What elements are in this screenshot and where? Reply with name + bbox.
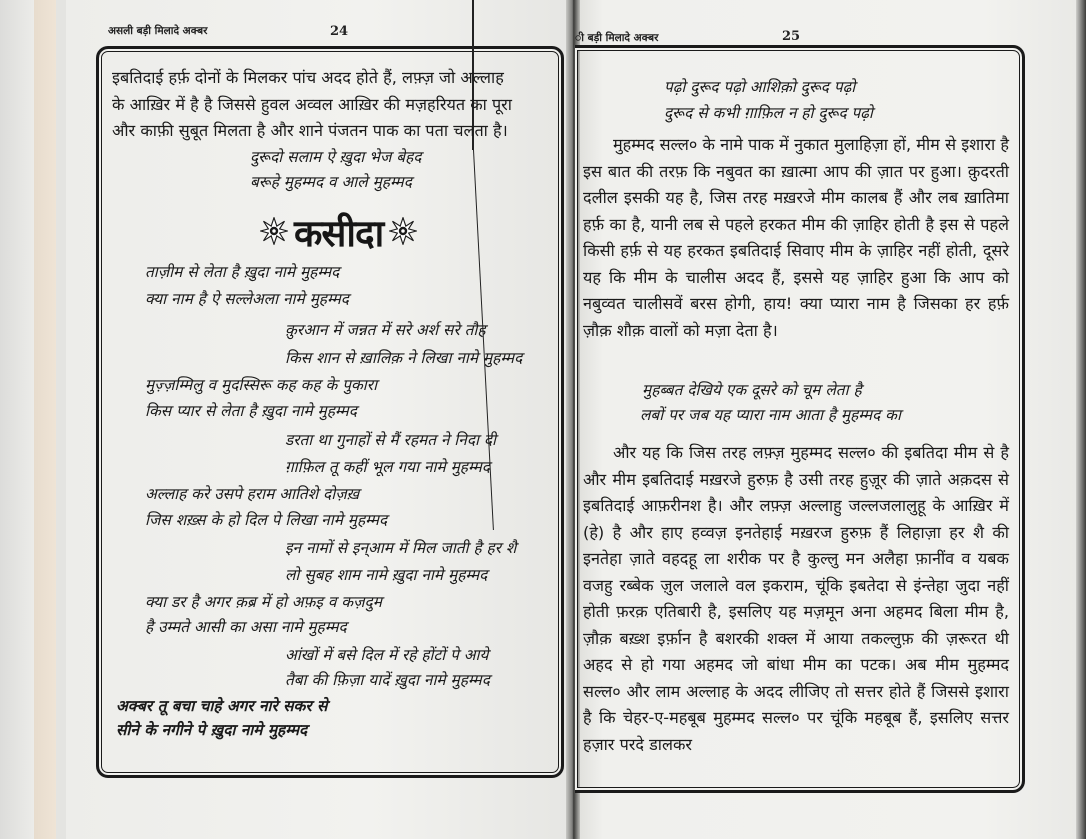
page-number-left: 24 xyxy=(330,24,349,39)
qasida-line: मुज़्ज़म्मिलु व मुदस्सिरू कह कह के पुकारा xyxy=(145,376,378,394)
eight-point-star-icon xyxy=(389,217,417,245)
top-couplet xyxy=(664,75,873,125)
paragraph-meem-significance xyxy=(583,132,1009,344)
running-head-left: असली बड़ी मिलादे अक्बर xyxy=(108,25,208,37)
opening-couplet xyxy=(250,145,421,194)
qasida-line: सीने के नगीने पे ख़ुदा नामे मुहम्मद xyxy=(116,721,308,739)
couplet-line: बरूहे मुहम्मद व आले मुहम्मद xyxy=(250,172,412,191)
qasida-line: जिस शख़्स के हो दिल पे लिखा नामे मुहम्मद xyxy=(145,511,388,529)
page-stack-edge xyxy=(34,0,56,839)
paragraph-text: और यह कि जिस तरह लफ़्ज़ मुहम्मद सल्ल० की इबतिदा मीम से है और मीम इबतिदाई मख़रजे हुरुफ़ है उसी तरह हुज़ूर की ज़ाते अक़दस से इबतिदाई आफ़रीनश है। और लफ़्ज़ अल्लाहु जल्लजलालुहू के आख़िर में (हे) है और हाए हव्वज़ इनतेहाई मख़रज हुरुफ़ हैं लिहाज़ा हर शै की इनतेहा ज़ाते वहदहू ला शरीक पर है कुल्लु मन अलैहा फ़ानींव व यबक वजहु रब्बेक ज़ुल जलाले वल इकराम, चूंकि इबतेदा से इंन्तेहा जुदा नहीं होती फ़रक़ एतिबारी है, इसलिए यह मज़मून अना अहमद बिला मीम है, ज़ौक़ बख़्श इर्फ़ान है बशरकी शक्ल में आया तकल्लुफ़ की ज़रूरत थी अहद से हो गया अहमद जो बांधा मीम का पटक। अब मीम मुहम्मद सल्ल० और लाम अल्लाह के अदद लीजिए तो सत्तर होते हैं जिससे इशारा है कि चेहर-ए-महबूब मुहम्मद सल्ल० पर चूंकि महबूब हैं, इसलिए सत्तर हज़ार परदे डालकर xyxy=(583,443,1009,754)
qasida-line: ग़ाफ़िल तू कहीं भूल गया नामे मुहम्मद xyxy=(285,458,490,476)
couplet-line: लबों पर जब यह प्यारा नाम आता है मुहम्मद का xyxy=(640,405,901,424)
paragraph-text: मुहम्मद सल्ल० के नामे पाक में नुकात मुलाहिज़ा हों, मीम से इशारा है इस बात की तरफ़ कि नबुवत का ख़ात्मा आप की ज़ात पर हुआ। क़ुदरती दलील इसकी यह है, जिस तरह मख़रजे मीम कालब हैं और लब ख़ातिमा हर्फ़ का है, यानी लब से पहले हरकत मीम की ज़ाहिर होती है इस से पहले किसी हर्फ़ से यह हरकत इबतिदाई सिवाए मीम के ज़ाहिर नहीं होती, दूसरे यह कि मीम के चालीस अदद हैं, इससे यह ज़ाहिर हुआ कि आप को नबुव्वत चालीसवें बरस होगी, हाय! क्या प्यारा नाम है जिसका हर हर्फ़ ज़ौक़ शौक़ वालों को मज़ा देता है। xyxy=(583,135,1009,340)
eight-point-star-icon xyxy=(260,217,288,245)
qasida-line: ताज़ीम से लेता है ख़ुदा नामे मुहम्मद xyxy=(145,263,340,281)
middle-couplet xyxy=(640,378,901,427)
qasida-line: क़ुरआन में जन्नत में सरे अर्श सरे तौह xyxy=(285,321,486,339)
qasida-line: डरता था गुनाहों से मैं रहमत ने निदा दी xyxy=(285,431,497,449)
qasida-line: इन नामों से इन्आम में मिल जाती है हर शै xyxy=(285,539,517,557)
left-intro-paragraph xyxy=(112,65,550,145)
qasida-line: क्या नाम है ऐ सल्लेअला नामे मुहम्मद xyxy=(145,290,349,308)
qasida-line: आंखों में बसे दिल में रहे होंटों पे आये xyxy=(285,646,489,664)
qasida-line: अक्बर तू बचा चाहे अगर नारे सकर से xyxy=(116,697,328,715)
qasida-line: किस प्यार से लेता है ख़ुदा नामे मुहम्मद xyxy=(145,402,357,420)
section-title-text: कसीदा xyxy=(294,211,384,255)
qasida-line: क्या डर है अगर क़ब्र में हो अफ़इ व कज़दुम xyxy=(145,593,382,611)
couplet-line: दुरूद से कभी ग़ाफ़िल न हो दुरूद पढ़ो xyxy=(664,103,873,122)
qasida-line: तैबा की फ़िज़ा यादें ख़ुदा नामे मुहम्मद xyxy=(285,671,490,689)
qasida-line: किस शान से ख़ालिक़ ने लिखा नामे मुहम्मद xyxy=(285,349,523,367)
qasida-line: है उम्मते आसी का असा नामे मुहम्मद xyxy=(145,618,347,636)
page-stack-edge xyxy=(56,0,66,839)
intro-line: और काफ़ी सुबूत मिलता है और शाने पंजतन पाक का पता चलता है। xyxy=(112,121,508,140)
intro-line: के आख़िर में है है जिससे हुवल अव्वल आख़िर की मज़हरियत का पूरा xyxy=(112,94,512,114)
couplet-line: पढ़ो दुरूद पढ़ो आशिक़ो दुरूद पढ़ो xyxy=(664,78,856,96)
section-title-qasida xyxy=(260,205,417,257)
paragraph-allah-hay xyxy=(583,440,1009,758)
qasida-line: लो सुबह शाम नामे ख़ुदा नामे मुहम्मद xyxy=(285,566,488,584)
page-stack-edge xyxy=(0,0,34,839)
couplet-line: मुहब्बत देखिये एक दूसरे को चूम लेता है xyxy=(642,381,862,399)
couplet-line: दुरूदो सलाम ऐ ख़ुदा भेज बेहद xyxy=(250,148,422,166)
page-number-right: 25 xyxy=(782,29,801,44)
qasida-line: अल्लाह करे उसपे हराम आतिशे दोज़ख़ xyxy=(145,485,360,503)
running-head-right: ी बड़ी मिलादे अक्बर xyxy=(575,32,659,44)
page-edge-shadow xyxy=(1076,0,1086,839)
intro-line: इबतिदाई हर्फ़ दोनों के मिलकर पांच अदद होते हैं, लफ़्ज़ जो अल्लाह xyxy=(112,68,504,87)
